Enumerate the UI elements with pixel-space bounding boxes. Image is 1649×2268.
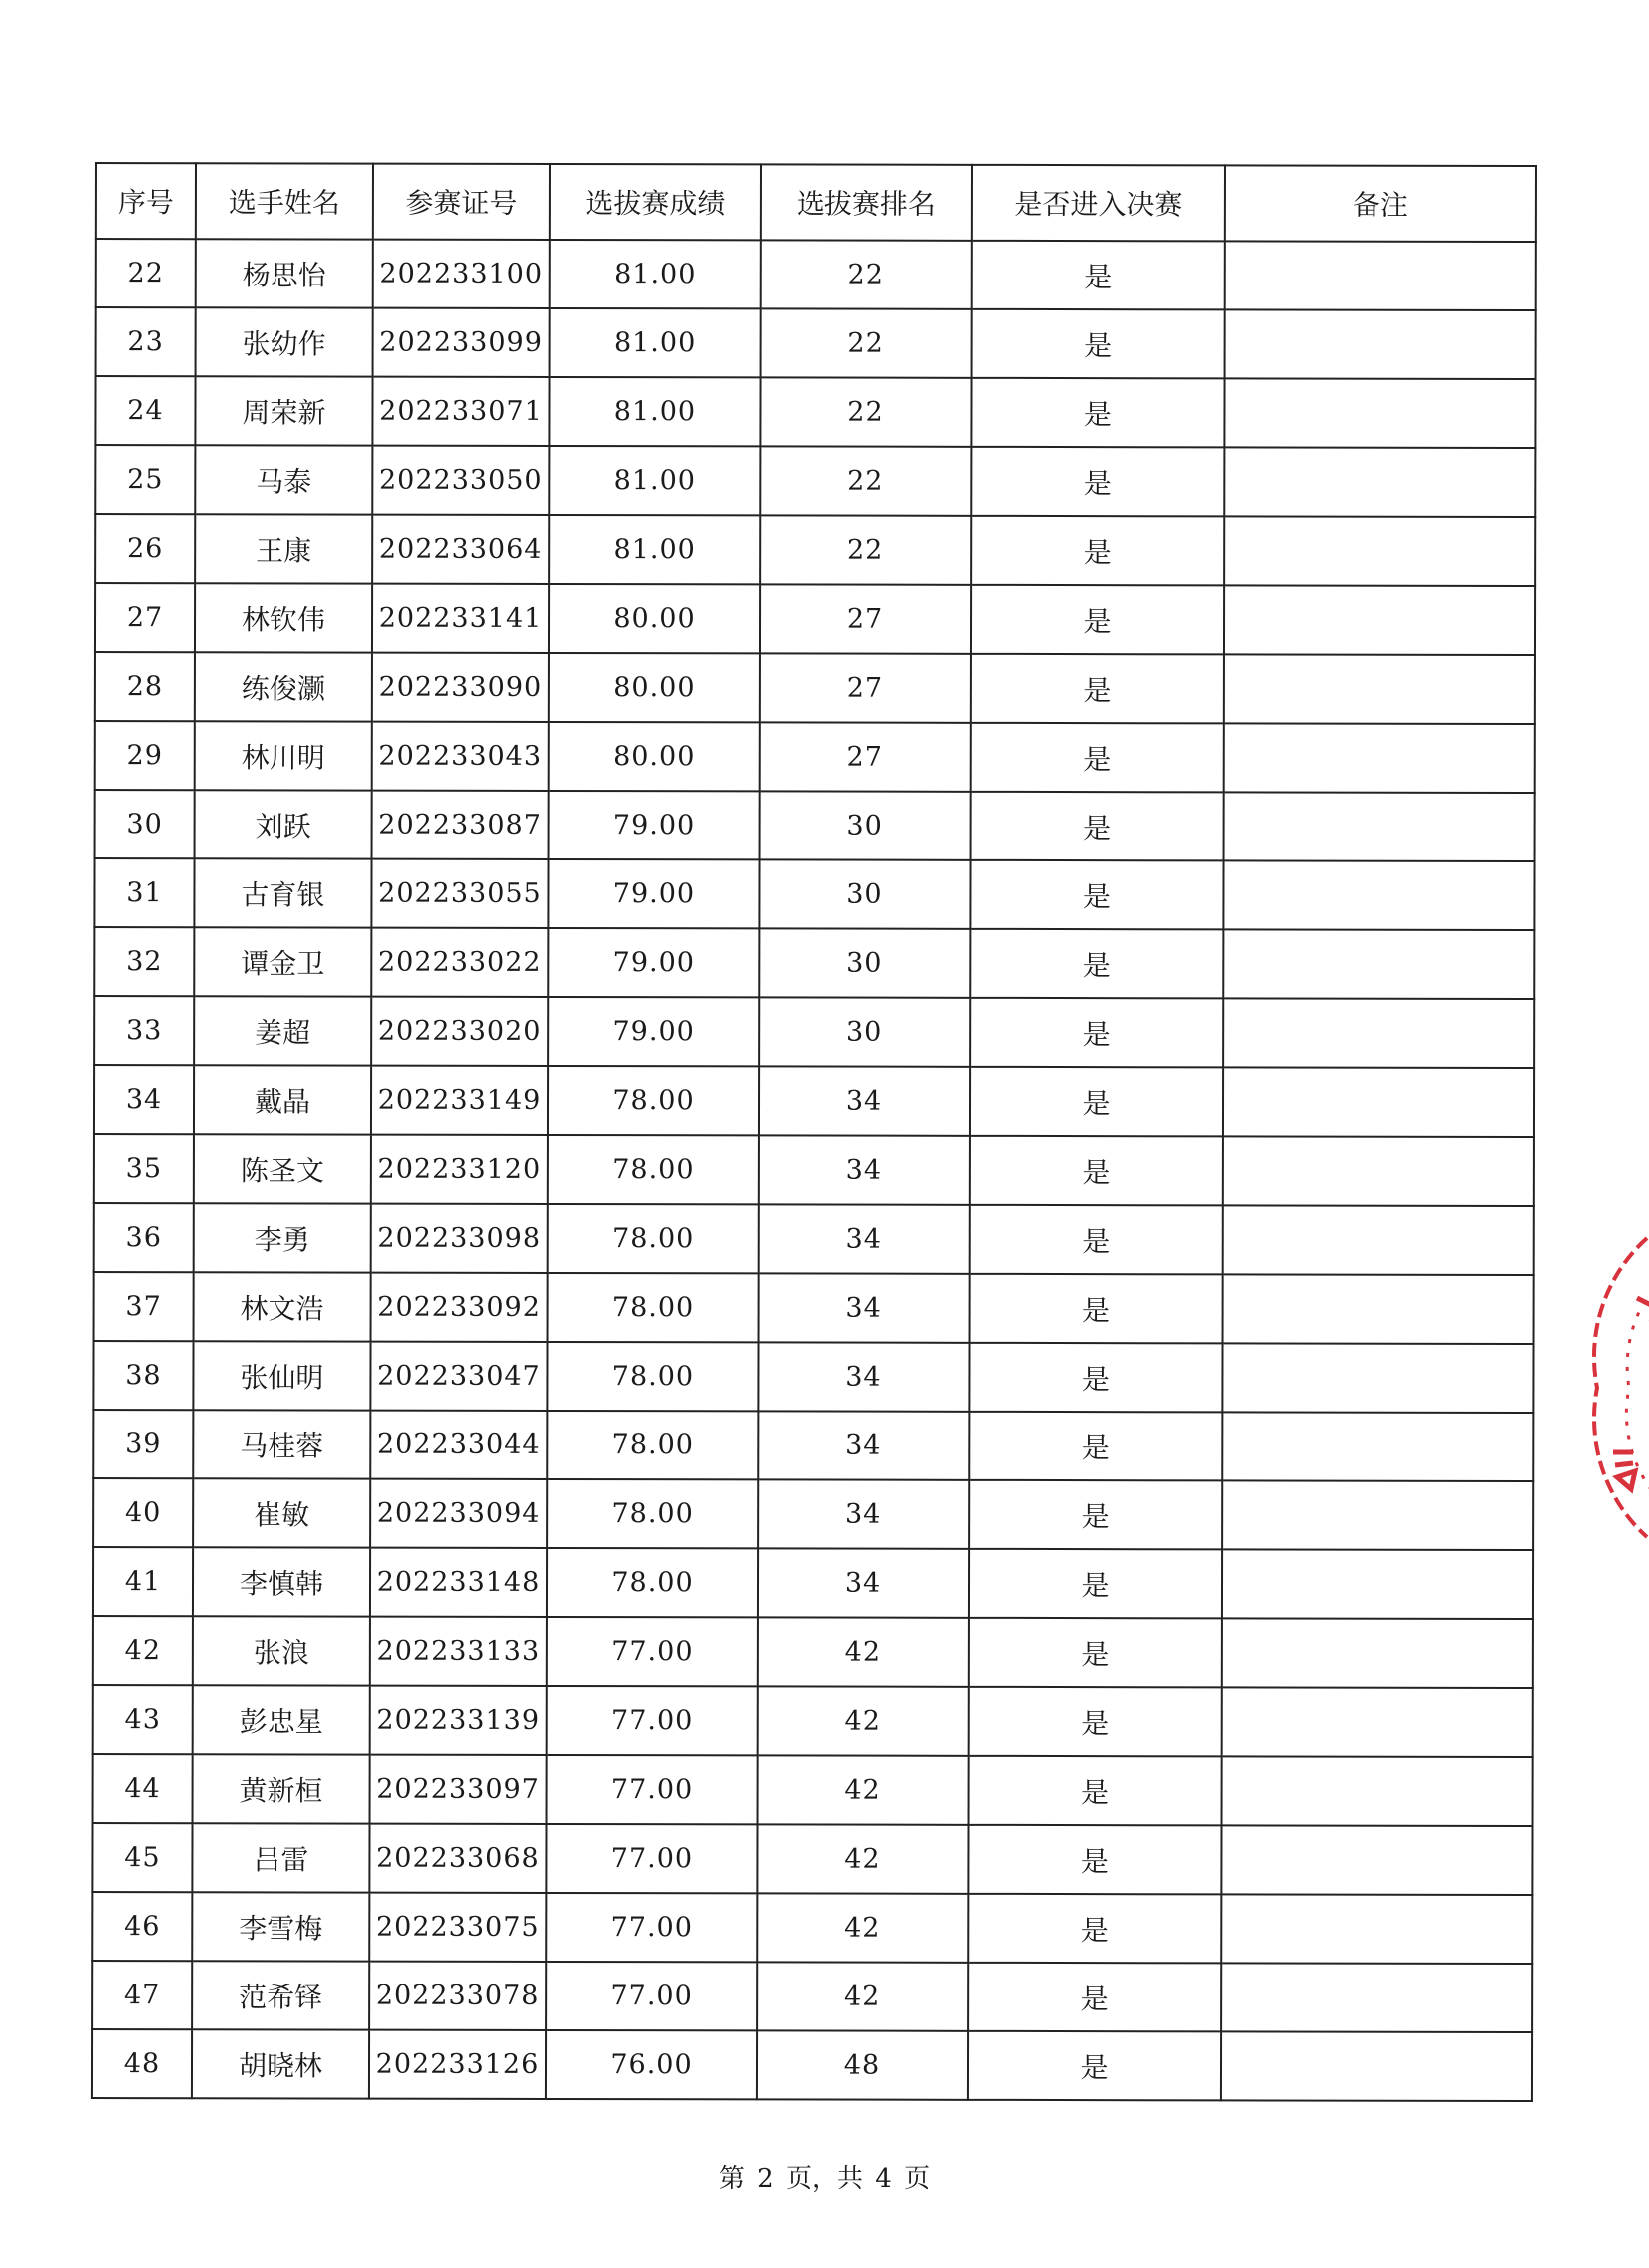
cell-score: 81.00 [549,377,760,446]
cell-entry-number: 202233090 [372,653,549,722]
cell-index: 48 [92,2029,192,2098]
cell-rank: 30 [759,859,970,928]
table-row [94,1203,1534,1275]
cell-entry-number: 202233099 [373,308,550,377]
cell-entry-number: 202233044 [370,1411,547,1479]
cell-name: 林川明 [195,721,372,790]
cell-rank: 48 [757,2030,968,2099]
cell-final: 是 [970,998,1223,1068]
cell-name: 周荣新 [195,376,372,445]
cell-final: 是 [971,723,1224,793]
cell-remarks [1223,929,1534,999]
table-row [93,1616,1533,1688]
cell-remarks [1221,2031,1532,2101]
cell-score: 77.00 [547,1617,758,1686]
cell-entry-number: 202233133 [370,1617,547,1686]
cell-index: 35 [94,1134,194,1203]
cell-score: 78.00 [547,1548,758,1617]
cell-index: 27 [95,583,195,652]
cell-index: 26 [95,514,195,583]
cell-score: 78.00 [548,1135,759,1204]
cell-rank: 34 [758,1411,969,1479]
cell-score: 77.00 [547,1755,758,1824]
cell-entry-number: 202233050 [372,446,549,515]
cell-entry-number: 202233126 [369,2030,546,2099]
cell-index: 47 [92,1961,192,2029]
cell-final: 是 [971,585,1224,655]
table-row [93,1410,1533,1481]
footer-prefix: 第 [718,2164,745,2194]
cell-name: 范希铎 [192,1961,369,2029]
cell-score: 76.00 [546,2030,757,2099]
cell-remarks [1225,241,1536,310]
cell-remarks [1224,792,1535,861]
table-row [94,1065,1534,1137]
cell-entry-number: 202233064 [372,515,549,584]
cell-rank: 30 [760,791,971,859]
cell-index: 30 [95,790,195,858]
cell-remarks [1221,1825,1532,1895]
cell-remarks [1221,1894,1532,1964]
table-row [93,1754,1533,1826]
cell-index: 24 [95,376,195,445]
cell-entry-number: 202233047 [370,1342,547,1411]
cell-final: 是 [970,929,1223,999]
table-row [93,1547,1533,1619]
cell-rank: 42 [758,1617,969,1686]
cell-rank: 42 [758,1686,969,1755]
cell-rank: 42 [757,1824,968,1893]
cell-rank: 42 [757,1962,968,2030]
cell-index: 25 [95,445,195,514]
cell-score: 77.00 [546,1824,757,1893]
cell-name: 张浪 [193,1616,370,1685]
cell-rank: 22 [760,377,971,446]
cell-name: 胡晓林 [192,2029,369,2098]
cell-entry-number: 202233141 [372,584,549,653]
cell-remarks [1224,447,1535,517]
cell-entry-number: 202233094 [370,1479,547,1548]
table-row [94,996,1534,1068]
cell-remarks [1223,998,1534,1068]
cell-name: 张仙明 [193,1341,370,1410]
cell-rank: 34 [759,1135,970,1204]
table-row [93,1478,1533,1550]
cell-score: 81.00 [550,308,761,377]
header-remarks: 备注 [1225,165,1536,242]
cell-remarks [1225,309,1536,379]
cell-score: 79.00 [548,859,759,928]
cell-rank: 27 [760,653,971,722]
cell-score: 81.00 [549,515,760,584]
cell-name: 林钦伟 [195,583,372,652]
cell-entry-number: 202233055 [371,859,548,928]
cell-rank: 34 [759,1273,970,1342]
cell-remarks [1221,1963,1532,2032]
cell-rank: 34 [758,1548,969,1617]
cell-name: 谭金卫 [194,927,371,996]
cell-index: 44 [93,1754,193,1823]
cell-entry-number: 202233098 [371,1204,548,1273]
cell-score: 77.00 [546,1893,757,1962]
cell-score: 78.00 [548,1204,759,1273]
cell-index: 46 [92,1892,192,1961]
cell-score: 77.00 [546,1962,757,2030]
cell-score: 81.00 [550,240,761,308]
cell-index: 43 [93,1685,193,1754]
cell-final: 是 [968,1894,1221,1964]
cell-name: 古育银 [194,858,371,927]
cell-rank: 27 [760,584,971,653]
cell-final: 是 [969,1756,1222,1826]
table-row [92,1892,1532,1964]
cell-rank: 22 [760,515,971,584]
cell-remarks [1222,1618,1533,1688]
cell-score: 80.00 [549,584,760,653]
cell-final: 是 [971,378,1224,448]
cell-name: 马泰 [195,445,372,514]
cell-index: 28 [95,652,195,721]
table-header-row [96,163,1536,242]
cell-remarks [1222,1412,1533,1481]
cell-entry-number: 202233020 [371,997,548,1066]
cell-index: 40 [93,1478,193,1547]
cell-entry-number: 202233022 [371,928,548,997]
cell-score: 78.00 [547,1411,758,1479]
header-rank: 选拔赛排名 [761,164,972,240]
table-row [92,2029,1532,2101]
cell-name: 张幼作 [196,307,373,376]
cell-index: 34 [94,1065,194,1134]
cell-remarks [1224,723,1535,793]
cell-rank: 34 [758,1342,969,1411]
table-row [93,1685,1533,1757]
cell-final: 是 [969,1618,1222,1688]
table-row [96,239,1536,310]
cell-entry-number: 202233075 [369,1893,546,1962]
cell-index: 42 [93,1616,193,1685]
cell-final: 是 [970,1136,1223,1206]
results-table [91,162,1537,2102]
cell-index: 38 [93,1341,193,1410]
cell-name: 吕雷 [192,1823,369,1892]
cell-index: 36 [94,1203,194,1272]
table-row [94,927,1534,999]
cell-remarks [1224,378,1535,448]
cell-final: 是 [972,309,1225,379]
cell-final: 是 [968,1825,1221,1895]
cell-remarks [1222,1687,1533,1757]
cell-name: 练俊灏 [195,652,372,721]
cell-remarks [1224,654,1535,724]
cell-name: 林文浩 [194,1272,371,1341]
cell-remarks [1222,1756,1533,1826]
cell-entry-number: 202233139 [370,1686,547,1755]
cell-final: 是 [970,860,1223,930]
table-row [92,1823,1532,1895]
cell-entry-number: 202233071 [372,377,549,446]
cell-final: 是 [969,1549,1222,1619]
cell-final: 是 [970,1274,1223,1344]
footer-suffix: 页 [904,2164,931,2194]
table-row [95,514,1535,586]
cell-remarks [1223,1274,1534,1344]
cell-final: 是 [971,792,1224,861]
cell-entry-number: 202233100 [373,240,550,308]
table-row [95,652,1535,724]
cell-score: 78.00 [548,1273,759,1342]
header-final: 是否进入决赛 [972,165,1225,242]
cell-rank: 27 [760,722,971,791]
cell-remarks [1223,1067,1534,1137]
footer-page-number: 2 [757,2164,774,2194]
cell-rank: 34 [759,1204,970,1273]
cell-final: 是 [971,516,1224,586]
table-body [92,239,1536,2101]
cell-rank: 22 [760,446,971,515]
cell-name: 李慎韩 [193,1547,370,1616]
cell-name: 陈圣文 [194,1134,371,1203]
cell-name: 戴晶 [194,1065,371,1134]
cell-index: 39 [93,1410,193,1478]
cell-entry-number: 202233068 [369,1824,546,1893]
table-row [95,583,1535,655]
cell-final: 是 [970,1205,1223,1275]
cell-rank: 30 [759,928,970,997]
cell-final: 是 [968,2031,1221,2101]
cell-remarks [1222,1549,1533,1619]
cell-name: 彭忠星 [193,1685,370,1754]
cell-name: 李雪梅 [192,1892,369,1961]
header-index: 序号 [96,163,196,239]
cell-score: 78.00 [547,1479,758,1548]
official-seal-fragment [1577,1228,1649,1557]
cell-final: 是 [969,1412,1222,1481]
cell-remarks [1223,1205,1534,1275]
cell-final: 是 [969,1687,1222,1757]
cell-final: 是 [971,447,1224,517]
cell-score: 79.00 [549,791,760,859]
cell-entry-number: 202233120 [371,1135,548,1204]
cell-final: 是 [968,1963,1221,2032]
cell-index: 22 [96,239,196,307]
cell-entry-number: 202233092 [371,1273,548,1342]
cell-entry-number: 202233087 [372,791,549,859]
cell-name: 姜超 [194,996,371,1065]
page-footer [0,2158,1649,2195]
table-row [95,445,1535,517]
cell-entry-number: 202233097 [370,1755,547,1824]
cell-score: 78.00 [548,1066,759,1135]
cell-score: 77.00 [547,1686,758,1755]
cell-final: 是 [970,1067,1223,1137]
header-entry-number: 参赛证号 [373,164,550,240]
cell-remarks [1222,1480,1533,1550]
cell-score: 78.00 [547,1342,758,1411]
header-name: 选手姓名 [196,163,373,239]
cell-remarks [1222,1343,1533,1413]
cell-index: 33 [94,996,194,1065]
cell-index: 45 [92,1823,192,1892]
table-row [94,1134,1534,1206]
footer-total-pages: 4 [875,2164,892,2194]
table-row [94,1272,1534,1344]
table-row [93,1341,1533,1413]
cell-final: 是 [969,1343,1222,1413]
cell-rank: 42 [757,1893,968,1962]
table-row [92,1961,1532,2032]
cell-index: 23 [96,307,196,376]
cell-index: 32 [94,927,194,996]
cell-score: 80.00 [549,722,760,791]
cell-name: 崔敏 [193,1478,370,1547]
cell-entry-number: 202233148 [370,1548,547,1617]
cell-name: 黄新桓 [193,1754,370,1823]
table-row [95,376,1535,448]
cell-index: 37 [94,1272,194,1341]
cell-name: 杨思怡 [196,239,373,307]
table-row [95,721,1535,793]
cell-index: 41 [93,1547,193,1616]
cell-index: 29 [95,721,195,790]
table-row [95,790,1535,861]
cell-rank: 22 [761,308,972,377]
cell-score: 80.00 [549,653,760,722]
header-score: 选拔赛成绩 [550,164,761,240]
cell-rank: 34 [758,1479,969,1548]
cell-name: 马桂蓉 [193,1410,370,1478]
cell-score: 79.00 [548,928,759,997]
table-row [94,858,1534,930]
cell-final: 是 [971,654,1224,724]
table-row [96,307,1536,379]
cell-rank: 30 [759,997,970,1066]
cell-final: 是 [972,241,1225,310]
cell-name: 李勇 [194,1203,371,1272]
cell-name: 刘跃 [195,790,372,858]
cell-remarks [1223,1136,1534,1206]
cell-entry-number: 202233043 [372,722,549,791]
cell-remarks [1224,585,1535,655]
cell-rank: 22 [761,240,972,308]
cell-name: 王康 [195,514,372,583]
footer-middle: 页，共 [785,2164,863,2194]
cell-rank: 42 [758,1755,969,1824]
cell-remarks [1224,516,1535,586]
cell-rank: 34 [759,1066,970,1135]
cell-entry-number: 202233149 [371,1066,548,1135]
cell-entry-number: 202233078 [369,1962,546,2030]
cell-index: 31 [94,858,194,927]
cell-remarks [1223,860,1534,930]
cell-final: 是 [969,1480,1222,1550]
cell-score: 79.00 [548,997,759,1066]
cell-score: 81.00 [549,446,760,515]
